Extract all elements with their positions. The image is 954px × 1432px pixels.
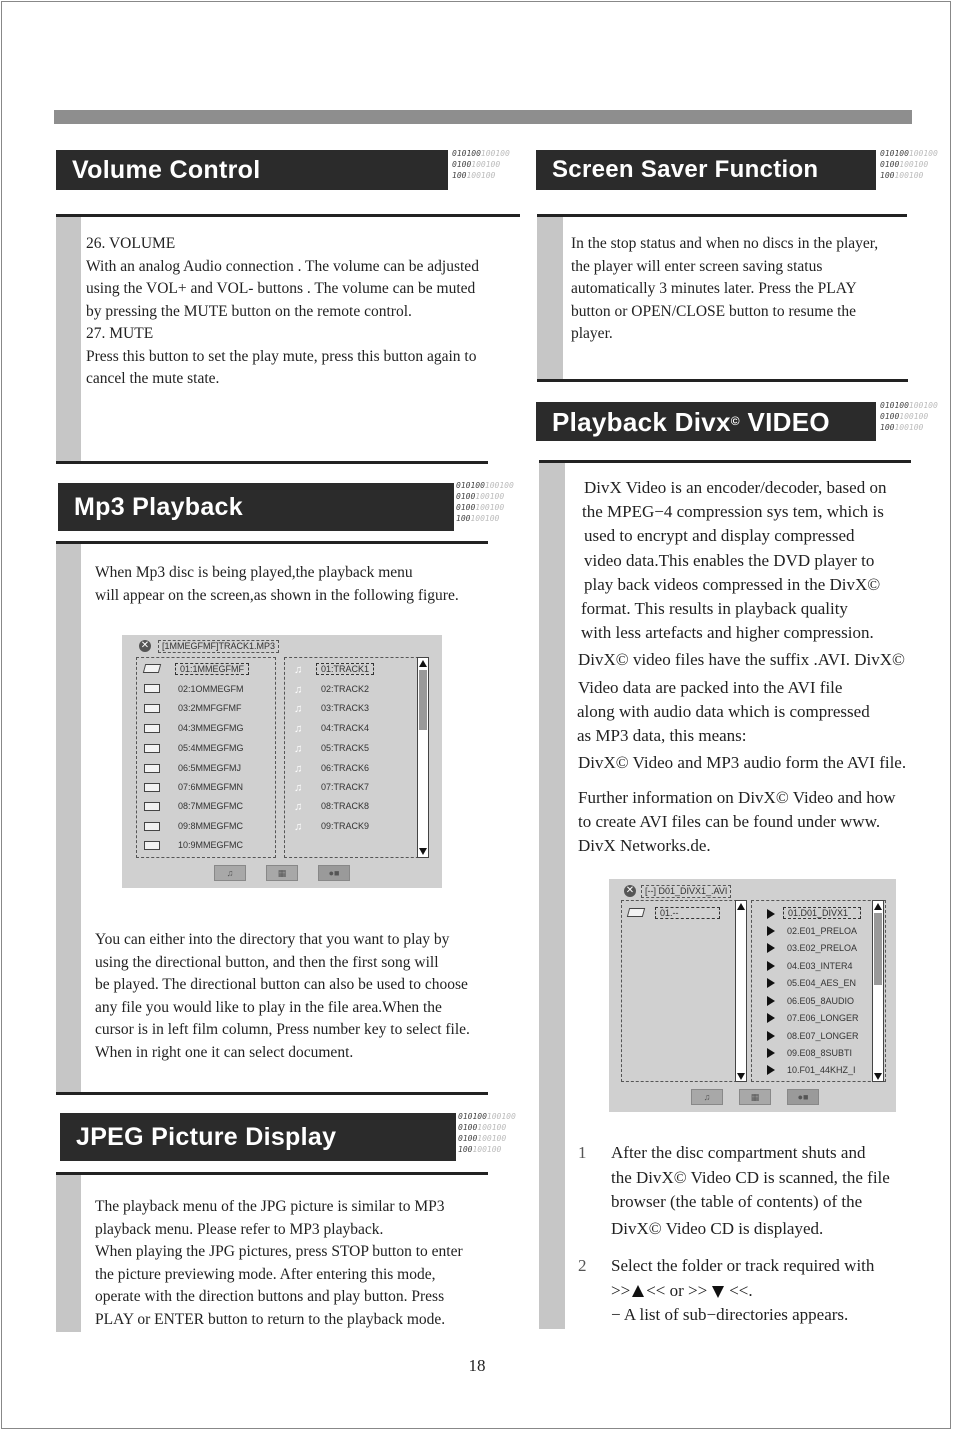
picture-mode-icon[interactable]: ▦	[266, 865, 298, 881]
music-mode-icon[interactable]: ♫	[214, 865, 246, 881]
divx-menu-screenshot	[609, 879, 896, 1112]
folder-item[interactable]: 04:3MMEGFMG	[178, 723, 244, 733]
track-item[interactable]: 09:TRACK9	[321, 821, 370, 831]
binary-decoration: 010100100100 0100100100 100100100	[880, 149, 938, 180]
step-number: 2	[578, 1256, 587, 1275]
play-icon	[767, 926, 775, 936]
folder-item[interactable]: 06:5MMEGFMJ	[178, 763, 242, 773]
page-number: 18	[468, 1356, 486, 1375]
folder-item[interactable]: 05:4MMEGFMG	[178, 743, 244, 753]
track-item[interactable]: 01:TRACK1	[316, 662, 374, 676]
file-scrollbar[interactable]	[872, 900, 884, 1082]
file-item[interactable]: 08.E07_LONGER	[787, 1031, 859, 1041]
close-icon: ✕	[625, 885, 635, 896]
folder-item[interactable]: 01.--	[655, 906, 720, 920]
divider	[537, 379, 908, 382]
sidebar-band	[537, 217, 563, 380]
music-note-icon: ♫	[294, 821, 303, 833]
play-icon	[767, 961, 775, 971]
folder-item[interactable]: 09:8MMEGFMC	[178, 821, 244, 831]
folder-icon	[144, 724, 160, 733]
divider	[56, 461, 488, 464]
play-icon	[767, 943, 775, 953]
play-icon	[767, 1065, 775, 1075]
folder-item[interactable]: 02:1OMMEGFM	[178, 684, 244, 694]
volume-control-title: Volume Control	[72, 156, 261, 184]
file-item[interactable]: 03.E02_PRELOA	[787, 943, 858, 953]
jpeg-title: JPEG Picture Display	[76, 1123, 337, 1151]
play-icon	[767, 1013, 775, 1023]
folder-icon	[144, 841, 160, 850]
scroll-thumb[interactable]	[874, 913, 882, 985]
screen-saver-title: Screen Saver Function	[552, 156, 819, 183]
video-mode-icon[interactable]: ●■	[318, 865, 350, 881]
folder-icon	[144, 802, 160, 811]
divider	[537, 214, 907, 217]
music-note-icon: ♫	[294, 723, 303, 735]
file-item[interactable]: 10.F01_44KHZ_I	[787, 1065, 856, 1075]
music-note-icon: ♫	[294, 684, 303, 696]
divider	[56, 1092, 488, 1095]
folder-icon	[144, 704, 160, 713]
music-note-icon: ♫	[294, 763, 303, 775]
volume-control-header	[56, 150, 448, 190]
folder-item[interactable]: 01:1MMEGFMF	[175, 662, 249, 676]
music-mode-icon[interactable]: ♫	[691, 1089, 723, 1105]
scroll-down-icon[interactable]	[874, 1073, 882, 1080]
music-note-icon: ♫	[294, 743, 303, 755]
divx-description: DivX Video is an encoder/decoder, based on the MPEG−4 compression sys tem, which is used to encrypt and display compressed video data.This enables the DVD player to play back videos compressed in the DivX© format. This results in playback quality with less artefacts and higher compression. DivX© video files have the suffix .AVI. DivX© Video data are packed into the AVI file along with audio data which is compressed as MP3 data, this means: DivX© Video and MP3 audio form the AVI file.	[577, 478, 907, 773]
jpeg-header	[60, 1113, 456, 1161]
folder-item[interactable]: 10:9MMEGFMC	[178, 840, 244, 850]
track-item[interactable]: 03:TRACK3	[321, 703, 370, 713]
mp3-playback-title: Mp3 Playback	[74, 493, 243, 521]
divider	[56, 214, 520, 217]
mp3-menu-screenshot	[122, 635, 442, 888]
picture-mode-icon[interactable]: ▦	[739, 1089, 771, 1105]
file-item[interactable]: 01.D01_DIVX1	[783, 906, 861, 920]
folder-item[interactable]: 03:2MMFGFMF	[178, 703, 242, 713]
music-note-icon: ♫	[294, 664, 303, 676]
play-icon	[767, 1031, 775, 1041]
folder-icon	[144, 744, 160, 753]
file-item[interactable]: 06.E05_8AUDIO	[787, 996, 855, 1006]
folder-scrollbar[interactable]	[735, 900, 747, 1082]
screen-saver-header	[536, 150, 876, 190]
mp3-path-label: [1MMEGFMF]TRACK1.MP3	[158, 640, 279, 653]
mp3-playback-header	[58, 483, 454, 531]
scroll-down-icon[interactable]	[419, 848, 427, 855]
open-folder-icon	[627, 908, 645, 917]
close-icon: ✕	[140, 640, 150, 651]
folder-icon	[144, 684, 160, 693]
play-icon	[767, 909, 775, 919]
play-icon	[767, 978, 775, 988]
music-note-icon: ♫	[294, 703, 303, 715]
file-item[interactable]: 04.E03_INTER4	[787, 961, 853, 971]
sidebar-band	[56, 217, 81, 461]
folder-icon	[144, 822, 160, 831]
file-item[interactable]: 09.E08_8SUBTI	[787, 1048, 853, 1058]
sidebar-band	[56, 544, 81, 1094]
track-item[interactable]: 05:TRACK5	[321, 743, 370, 753]
scroll-thumb[interactable]	[419, 670, 427, 730]
track-item[interactable]: 08:TRACK8	[321, 801, 370, 811]
track-item[interactable]: 06:TRACK6	[321, 763, 370, 773]
jpeg-text: The playback menu of the JPG picture is similar to MP3 playback menu. Please refer to MP3 playback. When playing the JPG pictures, press STOP button to enter the picture previewing mode. After entering this mode, operate with the direction buttons and play button. Press PLAY or ENTER button to return to the playback mode.	[95, 1198, 463, 1328]
music-note-icon: ♫	[294, 801, 303, 813]
divx-folder-list	[621, 900, 747, 1082]
play-icon	[767, 996, 775, 1006]
scroll-down-icon[interactable]	[737, 1073, 745, 1080]
binary-decoration: 010100100100 0100100100 100100100	[452, 149, 510, 180]
divider	[56, 541, 488, 544]
folder-icon	[144, 764, 160, 773]
file-item[interactable]: 02.E01_PRELOA	[787, 926, 858, 936]
mp3-intro-text: When Mp3 disc is being played,the playback menu will appear on the screen,as shown in the following figure.	[95, 564, 459, 604]
top-band	[54, 110, 912, 124]
folder-icon	[144, 783, 160, 792]
scroll-up-icon[interactable]	[737, 903, 745, 910]
scroll-up-icon[interactable]	[419, 660, 427, 667]
file-item[interactable]: 07.E06_LONGER	[787, 1013, 859, 1023]
divx-further-info: Further information on DivX© Video and how to create AVI files can be found under www. DivX Networks.de.	[578, 788, 896, 856]
open-folder-icon	[143, 664, 161, 673]
divider	[539, 460, 911, 463]
video-mode-icon[interactable]: ●■	[787, 1089, 819, 1105]
folder-up-icon: [--]	[645, 886, 656, 896]
track-item[interactable]: 07:TRACK7	[321, 782, 370, 792]
volume-text: 26. VOLUME With an analog Audio connection . The volume can be adjusted using the VOL+ and VOL- buttons . The volume can be muted by pressing the MUTE button on the remote control. 27. MUTE Press this button to set the play mute, press this button again to cancel the mute state.	[86, 235, 479, 387]
up-arrow-icon	[632, 1285, 644, 1297]
screen-saver-text: In the stop status and when no discs in the player, the player will enter screen saving status automatically 3 minutes later. Press the PLAY button or OPEN/CLOSE button to resume the player.	[571, 235, 879, 342]
divx-header	[536, 402, 876, 441]
divider	[56, 1172, 488, 1175]
track-scrollbar[interactable]	[417, 657, 429, 858]
folder-item[interactable]: 08:7MMEGFMC	[178, 801, 244, 811]
file-item[interactable]: 05.E04_AES_EN	[787, 978, 857, 988]
folder-item[interactable]: 07:6MMEGFMN	[178, 782, 244, 792]
binary-decoration: 010100100100 0100100100 0100100100 100100100	[458, 1112, 516, 1154]
track-item[interactable]: 02:TRACK2	[321, 684, 370, 694]
mp3-instructions-text: You can either into the directory that you want to play by using the directional button, and then the first song will be played. The directional button can also be used to choose any file you would like to play in the file area.When the cursor is in left film column, Press number key to select file. When in right one it can select document.	[95, 931, 470, 1061]
divx-path-label: [--] D01_DIVX1_.AVI	[641, 885, 731, 898]
binary-decoration: 010100100100 0100100100 0100100100 100100100	[456, 481, 514, 523]
music-note-icon: ♫	[294, 782, 303, 794]
play-icon	[767, 1048, 775, 1058]
down-arrow-icon	[712, 1286, 724, 1298]
binary-decoration: 010100100100 0100100100 100100100	[880, 401, 938, 432]
sidebar-band	[56, 1175, 81, 1332]
divx-title: Playback Divx© VIDEO	[552, 407, 830, 437]
sidebar-band	[539, 463, 565, 1329]
step-number: 1	[578, 1143, 587, 1162]
scroll-up-icon[interactable]	[874, 903, 882, 910]
track-item[interactable]: 04:TRACK4	[321, 723, 370, 733]
